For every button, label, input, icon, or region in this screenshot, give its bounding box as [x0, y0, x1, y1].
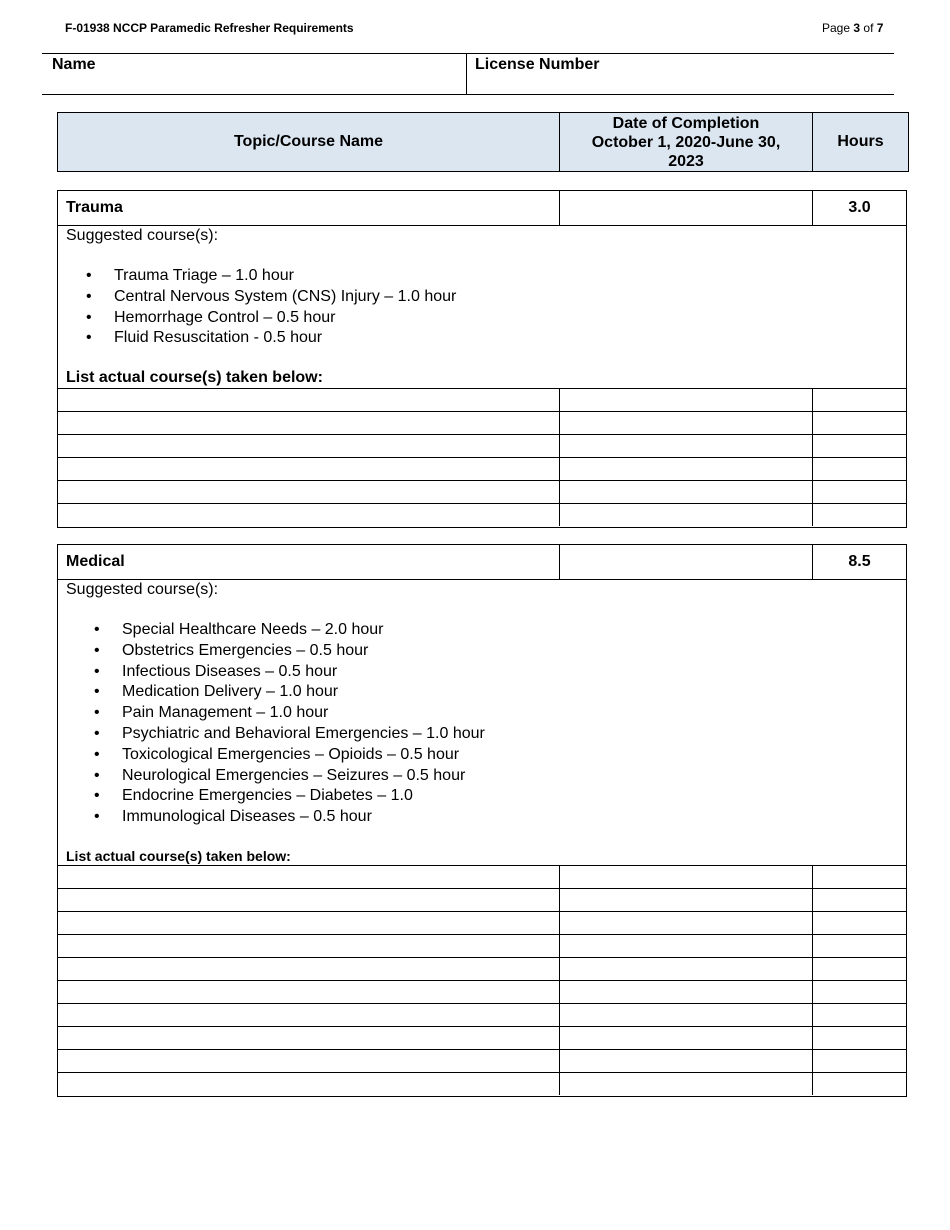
list-item: [94, 641, 485, 662]
bullet-icon: •: [94, 662, 100, 680]
table-row[interactable]: [58, 457, 906, 480]
list-item: [94, 662, 485, 683]
course-text: Toxicological Emergencies – Opioids – 0.5 hour: [122, 745, 460, 763]
suggested-courses: [94, 620, 485, 828]
date-cell[interactable]: [559, 412, 813, 434]
section-body: [58, 580, 906, 1096]
bullet-icon: •: [94, 766, 100, 784]
column-date: [559, 113, 813, 171]
date-cell[interactable]: [559, 481, 813, 503]
table-row[interactable]: [58, 957, 906, 980]
section-medical: [57, 544, 907, 1097]
name-field[interactable]: Name: [52, 56, 96, 73]
list-item: [94, 724, 485, 745]
bullet-icon: •: [94, 724, 100, 742]
page-current: 3: [853, 21, 861, 35]
table-row[interactable]: [58, 865, 906, 888]
list-item: [86, 266, 456, 287]
table-row[interactable]: [58, 1003, 906, 1026]
table-row[interactable]: [58, 388, 906, 411]
section-header: [58, 545, 906, 580]
table-row[interactable]: [58, 888, 906, 911]
section-hours: 8.5: [848, 553, 871, 570]
list-item: [86, 308, 456, 329]
course-text: Infectious Diseases – 0.5 hour: [122, 662, 338, 680]
date-cell[interactable]: [559, 1027, 813, 1049]
page-prefix: Page: [822, 21, 851, 35]
bullet-icon: •: [86, 308, 92, 326]
bullet-icon: •: [94, 704, 100, 722]
course-text: Endocrine Emergencies – Diabetes – 1.0: [122, 787, 413, 805]
section-hours: 3.0: [848, 199, 871, 216]
list-actual-label: List actual course(s) taken below:: [66, 369, 323, 386]
course-entry-rows: [58, 388, 906, 526]
date-cell[interactable]: [559, 935, 813, 957]
list-item: [86, 287, 457, 308]
date-cell[interactable]: [559, 458, 813, 480]
date-cell[interactable]: [559, 889, 813, 911]
table-row[interactable]: [58, 503, 906, 526]
column-hours: Hours: [837, 133, 884, 150]
identity-fields: [42, 53, 894, 95]
bullet-icon: •: [86, 267, 92, 284]
list-actual-label: List actual course(s) taken below:: [66, 848, 291, 864]
bullet-icon: •: [94, 621, 100, 638]
course-text: Fluid Resuscitation - 0.5 hour: [114, 329, 323, 347]
list-item: [94, 807, 485, 828]
page-of: of: [863, 21, 874, 35]
column-header: [57, 112, 909, 172]
date-cell[interactable]: [559, 958, 813, 980]
course-text: Obstetrics Emergencies – 0.5 hour: [122, 641, 369, 659]
suggested-courses: [86, 266, 457, 349]
table-row[interactable]: [58, 911, 906, 934]
column-topic: Topic/Course Name: [233, 133, 384, 150]
bullet-icon: •: [94, 745, 100, 763]
bullet-icon: •: [86, 287, 92, 305]
bullet-icon: •: [94, 683, 100, 701]
date-cell[interactable]: [559, 1050, 813, 1072]
date-cell[interactable]: [559, 981, 813, 1003]
course-text: Pain Management – 1.0 hour: [122, 704, 329, 722]
course-entry-rows: [58, 865, 906, 1095]
course-text: Neurological Emergencies – Seizures – 0.5 hour: [122, 766, 466, 784]
section-title: Medical: [66, 553, 125, 570]
date-cell[interactable]: [559, 389, 813, 411]
date-cell[interactable]: [559, 435, 813, 457]
table-row[interactable]: [58, 980, 906, 1003]
license-number-field[interactable]: License Number: [475, 56, 600, 73]
date-cell[interactable]: [559, 1073, 813, 1095]
identity-divider: [466, 54, 467, 94]
course-text: Central Nervous System (CNS) Injury – 1.0 hour: [114, 287, 457, 305]
course-text: Trauma Triage – 1.0 hour: [114, 267, 294, 284]
form-title: F-01938 NCCP Paramedic Refresher Requirements: [65, 21, 354, 35]
date-cell[interactable]: [559, 1004, 813, 1026]
bullet-icon: •: [94, 641, 100, 659]
list-item: [94, 745, 485, 766]
bullet-icon: •: [94, 808, 100, 826]
list-item: [94, 766, 485, 787]
date-cell[interactable]: [559, 912, 813, 934]
list-item: [94, 620, 485, 641]
section-body: [58, 226, 906, 527]
list-item: [94, 703, 485, 724]
course-text: Medication Delivery – 1.0 hour: [122, 683, 339, 701]
list-item: [94, 682, 485, 703]
section-header: [58, 191, 906, 226]
section-date-field[interactable]: [559, 191, 813, 225]
course-text: Hemorrhage Control – 0.5 hour: [114, 308, 336, 326]
section-trauma: [57, 190, 907, 528]
course-text: Psychiatric and Behavioral Emergencies – 1.0 hour: [122, 724, 485, 742]
course-text: Immunological Diseases – 0.5 hour: [122, 808, 372, 826]
suggested-label: Suggested course(s):: [66, 581, 219, 598]
date-cell[interactable]: [559, 866, 813, 888]
page-indicator: [822, 21, 883, 35]
table-row[interactable]: [58, 1026, 906, 1049]
list-item: [86, 328, 456, 349]
page-total: 7: [876, 21, 884, 35]
course-text: Special Healthcare Needs – 2.0 hour: [122, 621, 384, 638]
table-row[interactable]: [58, 411, 906, 434]
bullet-icon: •: [86, 329, 92, 347]
date-cell[interactable]: [559, 504, 813, 526]
list-item: [94, 786, 485, 807]
section-title: Trauma: [66, 199, 123, 216]
table-row[interactable]: [58, 1049, 906, 1072]
table-row[interactable]: [58, 434, 906, 457]
table-row[interactable]: [58, 1072, 906, 1095]
column-date-line1: Date of Completion: [612, 114, 760, 132]
suggested-label: Suggested course(s):: [66, 227, 219, 244]
column-date-line2: October 1, 2020-June 30,: [591, 133, 781, 151]
column-date-line3: 2023: [668, 152, 704, 170]
section-date-field[interactable]: [559, 545, 813, 579]
bullet-icon: •: [94, 787, 100, 805]
table-row[interactable]: [58, 934, 906, 957]
table-row[interactable]: [58, 480, 906, 503]
